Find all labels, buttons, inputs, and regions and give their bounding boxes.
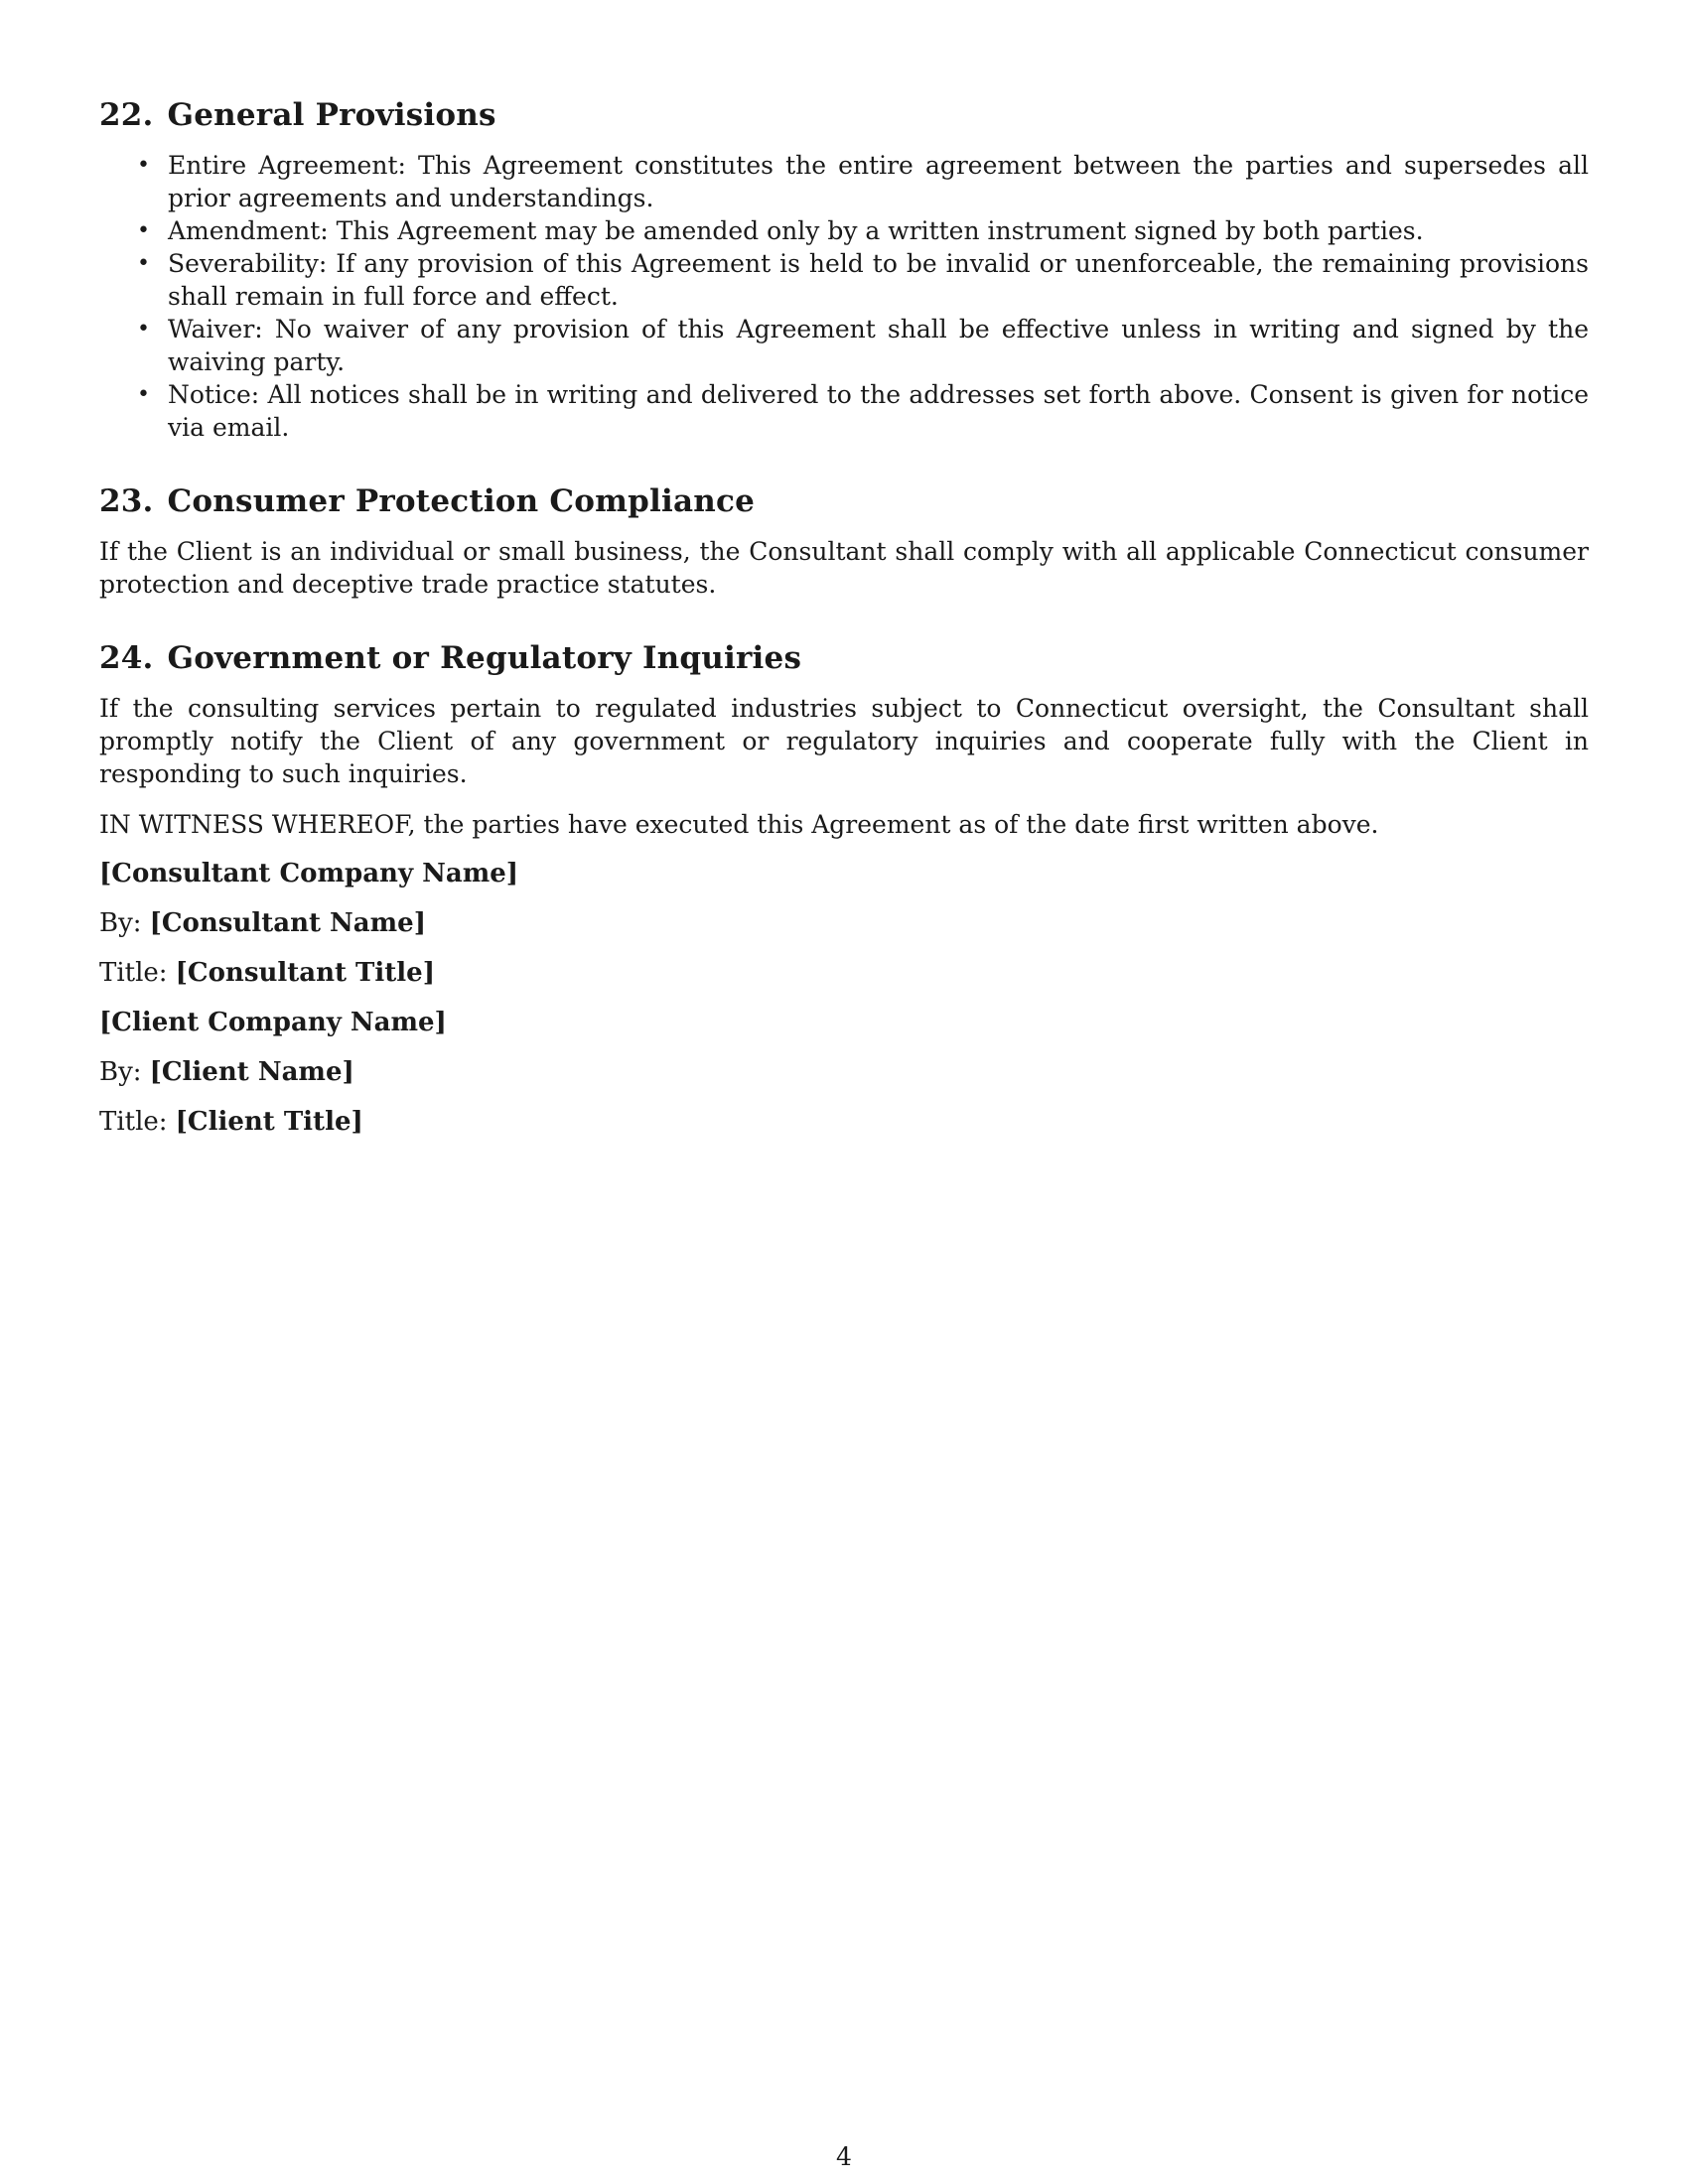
section-heading bbox=[99, 481, 1589, 521]
consultant-company-line bbox=[99, 857, 1589, 890]
page-number: 4 bbox=[836, 2142, 852, 2171]
section-consumer-protection bbox=[99, 481, 1589, 601]
section-heading bbox=[99, 95, 1589, 135]
list-item-text: Waiver: No waiver of any provision of this Agreement shall be effective unless in writing and signed by the waiving party. bbox=[168, 315, 1589, 376]
witness-statement: IN WITNESS WHEREOF, the parties have executed this Agreement as of the date first written above. bbox=[99, 810, 1379, 839]
title-label: Title: bbox=[99, 1107, 168, 1137]
client-title: [Client Title] bbox=[175, 1107, 363, 1137]
client-company-line bbox=[99, 1006, 1589, 1039]
consultant-company-name: [Consultant Company Name] bbox=[99, 859, 519, 888]
bullet-icon: • bbox=[137, 153, 150, 178]
client-name: [Client Name] bbox=[149, 1057, 354, 1087]
list-item-text: Notice: All notices shall be in writing and delivered to the addresses set forth above. Consent is given for notice via email. bbox=[168, 380, 1589, 442]
client-company-name: [Client Company Name] bbox=[99, 1008, 447, 1037]
consultant-title: [Consultant Title] bbox=[175, 958, 436, 988]
bullet-icon: • bbox=[137, 317, 150, 341]
list-item bbox=[99, 378, 1589, 444]
section-body: If the Client is an individual or small business, the Consultant shall comply with all applicable Connecticut consumer protection and deceptive trade practice statutes. bbox=[99, 537, 1589, 599]
bullet-icon: • bbox=[137, 251, 150, 276]
list-item bbox=[99, 313, 1589, 378]
client-title-line bbox=[99, 1105, 1589, 1139]
by-label: By: bbox=[99, 1057, 142, 1087]
section-general-provisions bbox=[99, 95, 1589, 444]
provisions-list bbox=[99, 149, 1589, 444]
list-item bbox=[99, 247, 1589, 313]
list-item-text: Severability: If any provision of this Agreement is held to be invalid or unenforceable, the remaining provisions shall remain in full force and effect. bbox=[168, 249, 1589, 311]
consultant-name: [Consultant Name] bbox=[149, 908, 427, 938]
client-by-line bbox=[99, 1055, 1589, 1089]
title-label: Title: bbox=[99, 958, 168, 988]
list-item bbox=[99, 149, 1589, 214]
bullet-icon: • bbox=[137, 382, 150, 407]
section-regulatory-inquiries bbox=[99, 638, 1589, 790]
section-number: 24. bbox=[99, 640, 154, 676]
section-title: Consumer Protection Compliance bbox=[167, 483, 756, 519]
consultant-by-line bbox=[99, 906, 1589, 940]
document-page bbox=[99, 95, 1589, 1139]
list-item-text: Amendment: This Agreement may be amended only by a written instrument signed by both parties. bbox=[168, 216, 1424, 245]
section-number: 22. bbox=[99, 97, 154, 133]
list-item bbox=[99, 214, 1589, 247]
by-label: By: bbox=[99, 908, 142, 938]
section-body: If the consulting services pertain to regulated industries subject to Connecticut oversight, the Consultant shall promptly notify the Client of any government or regulatory inquiries and cooperate fully with the Client in responding to such inquiries. bbox=[99, 694, 1589, 788]
consultant-title-line bbox=[99, 956, 1589, 990]
section-number: 23. bbox=[99, 483, 154, 519]
section-title: General Provisions bbox=[167, 97, 496, 133]
section-title: Government or Regulatory Inquiries bbox=[167, 640, 802, 676]
bullet-icon: • bbox=[137, 218, 150, 243]
list-item-text: Entire Agreement: This Agreement constitutes the entire agreement between the parties and supersedes all prior agreements and understandings. bbox=[168, 151, 1589, 212]
section-heading bbox=[99, 638, 1589, 678]
